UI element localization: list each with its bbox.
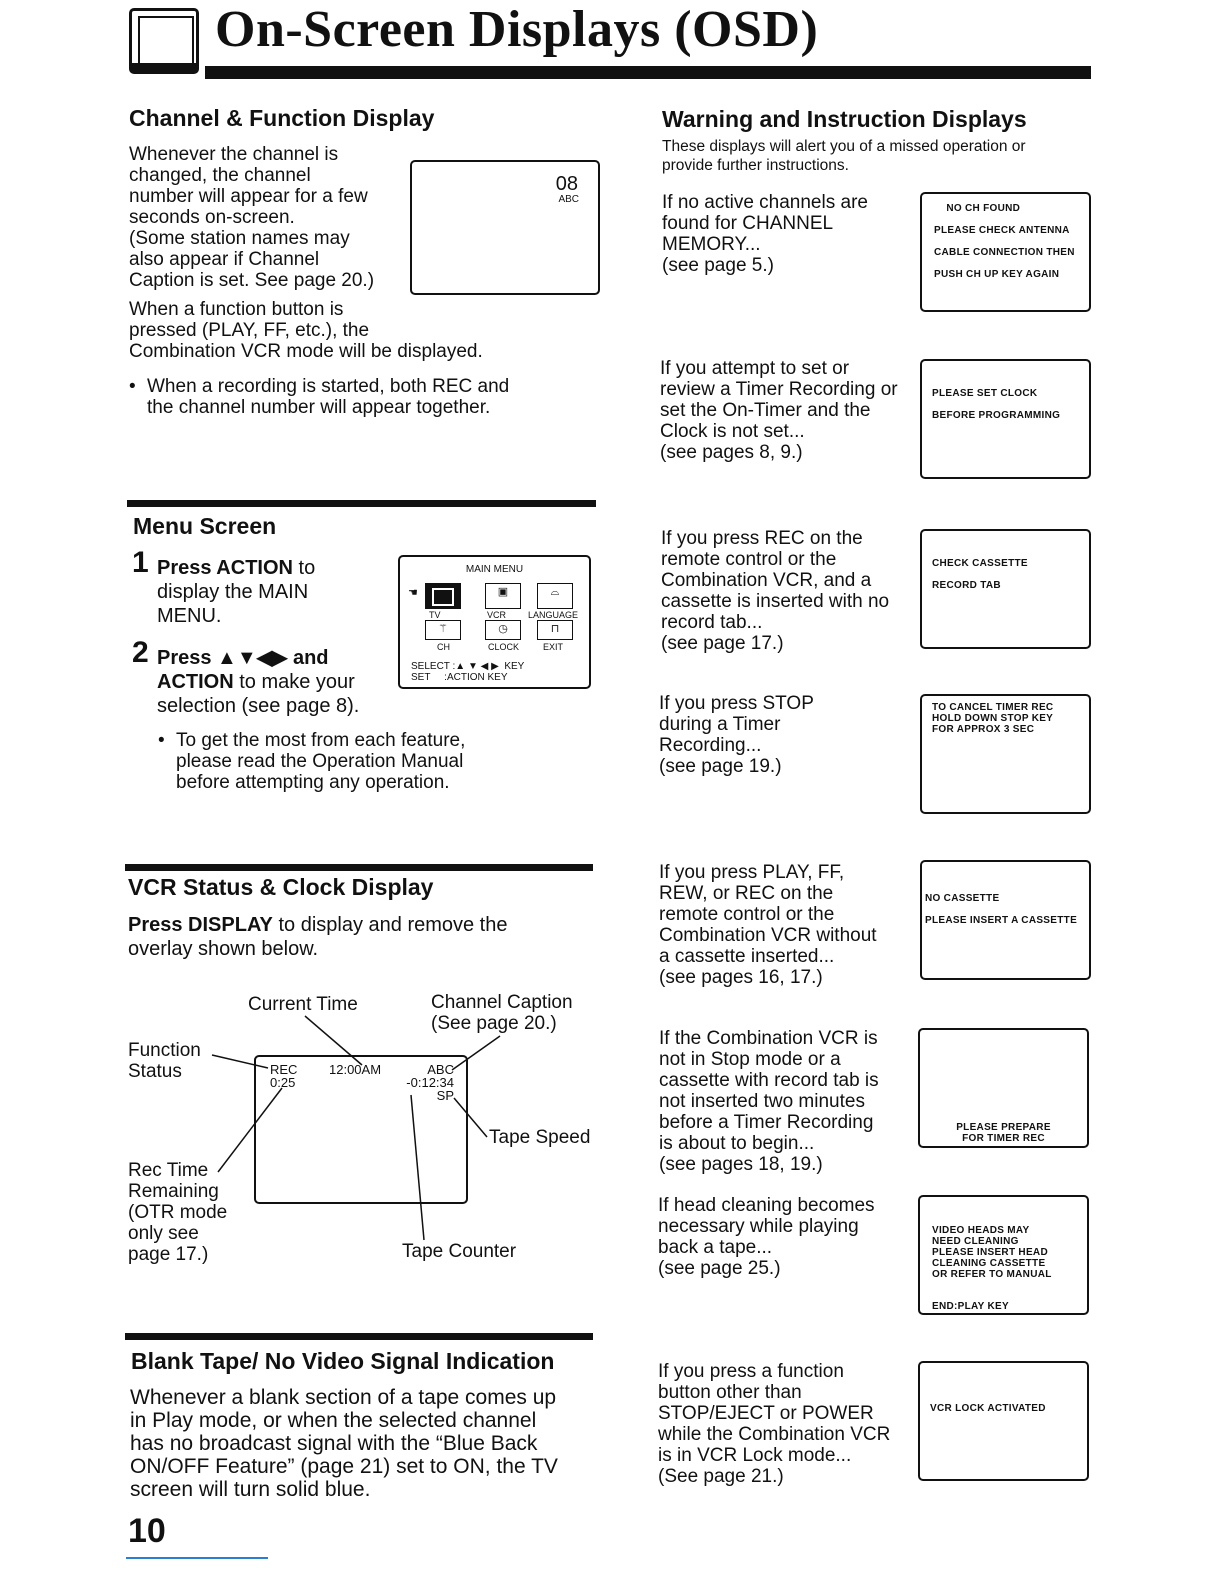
warning-text-2: If you attempt to set or review a Timer Recording or set the On-Timer and the Clock is not set... (see pages 8, 9.) bbox=[660, 358, 898, 463]
menu-screen-bullet: • To get the most from each feature, please read the Operation Manual before attempting any operation. bbox=[176, 730, 576, 793]
vcr-status-heading: VCR Status & Clock Display bbox=[128, 874, 434, 900]
label-channel-caption: Channel Caption (See page 20.) bbox=[431, 992, 573, 1034]
menu-label-exit: EXIT bbox=[543, 642, 564, 652]
osd-warning-5-text: NO CASSETTE PLEASE INSERT A CASSETTE bbox=[925, 893, 1078, 926]
osd-warning-2 bbox=[920, 359, 1091, 479]
osd-tape-speed: SP bbox=[436, 1088, 454, 1103]
clock-menu-icon[interactable]: ◷ bbox=[485, 620, 521, 640]
channel-function-bullet: • When a recording is started, both REC and the channel number will appear together. bbox=[147, 376, 587, 418]
step-2-number: 2 bbox=[132, 636, 149, 669]
step-2-line3: selection (see page 8). bbox=[157, 695, 360, 717]
cursor-icon: ☚ bbox=[408, 587, 418, 599]
osd-warning-7 bbox=[918, 1195, 1089, 1315]
channel-function-para2: When a function button is pressed (PLAY, FF, etc.), the Combination VCR mode will be displayed. bbox=[129, 299, 483, 362]
osd-warning-1 bbox=[920, 192, 1091, 312]
osd-warning-7-footer: END:PLAY KEY bbox=[932, 1301, 1009, 1312]
warning-text-8: If you press a function button other than STOP/EJECT or POWER while the Combination VCR is in VCR Lock mode... (See page 21.) bbox=[658, 1361, 891, 1487]
label-rec-time: Rec Time Remaining (OTR mode only see page 17.) bbox=[128, 1160, 228, 1265]
step-1-number: 1 bbox=[132, 546, 149, 579]
osd-channel-caption: ABC bbox=[558, 194, 579, 205]
ch-menu-icon[interactable]: ⚚ bbox=[425, 620, 461, 640]
warnings-intro: These displays will alert you of a missed operation or provide further instructions. bbox=[662, 138, 1026, 174]
osd-function-status: REC bbox=[270, 1062, 298, 1077]
osd-caption: ABC bbox=[427, 1062, 454, 1077]
label-tape-speed: Tape Speed bbox=[489, 1127, 591, 1148]
menu-label-tv: TV bbox=[429, 610, 441, 620]
warning-text-6: If the Combination VCR is not in Stop mode or a cassette with record tab is not inserted two minutes before a Timer Recording is about to begin... (see pages 18, 19.) bbox=[659, 1028, 879, 1175]
label-current-time: Current Time bbox=[248, 994, 358, 1015]
blank-tape-para: Whenever a blank section of a tape comes up in Play mode, or when the selected channel has no broadcast signal with the “Blue Back ON/OFF Feature” (page 21) set to ON, the TV screen will turn solid blue. bbox=[130, 1386, 558, 1501]
page-number: 10 bbox=[128, 1512, 166, 1550]
osd-clock: 12:00AM bbox=[329, 1062, 382, 1077]
section-rule bbox=[125, 1333, 593, 1340]
warning-text-5: If you press PLAY, FF, REW, or REC on the remote control or the Combination VCR without a cassette inserted... (see pages 16, 17.) bbox=[659, 862, 877, 988]
channel-function-para1: Whenever the channel is changed, the channel number will appear for a few seconds on-screen. (Some station names may also appear if Channel Caption is set. See page 20.) bbox=[129, 144, 375, 291]
osd-warning-3-text: CHECK CASSETTE RECORD TAB bbox=[932, 558, 1028, 591]
osd-warning-5 bbox=[920, 860, 1091, 980]
warnings-heading: Warning and Instruction Displays bbox=[662, 106, 1027, 132]
step-1-line1: Press ACTION to bbox=[157, 557, 316, 579]
warning-text-3: If you press REC on the remote control or the Combination VCR, and a cassette is inserted with no record tab... (see page 17.) bbox=[661, 528, 890, 654]
step-2-line2: ACTION to make your bbox=[157, 671, 355, 693]
osd-set-line: SET :ACTION KEY bbox=[411, 672, 508, 683]
menu-label-ch: CH bbox=[437, 642, 450, 652]
vcr-status-intro: Press DISPLAY to display and remove the overlay shown below. bbox=[128, 914, 508, 960]
language-menu-icon[interactable]: ⌓ bbox=[537, 583, 573, 609]
osd-select-line: SELECT :▲ ▼ ◀ ▶ KEY bbox=[411, 661, 525, 672]
blank-tape-heading: Blank Tape/ No Video Signal Indication bbox=[131, 1348, 555, 1374]
osd-warning-2-text: PLEASE SET CLOCK BEFORE PROGRAMMING bbox=[932, 388, 1061, 421]
menu-screen-heading: Menu Screen bbox=[133, 513, 277, 539]
label-tape-counter: Tape Counter bbox=[402, 1241, 517, 1262]
osd-main-menu-title: MAIN MENU bbox=[465, 564, 524, 575]
label-function-status: Function Status bbox=[128, 1040, 201, 1082]
menu-label-clock: CLOCK bbox=[488, 642, 520, 652]
osd-channel-number: 08 bbox=[555, 173, 578, 195]
osd-warning-8-text: VCR LOCK ACTIVATED bbox=[930, 1403, 1046, 1414]
vcr-menu-icon[interactable]: ▣ bbox=[485, 583, 521, 609]
osd-warning-4 bbox=[920, 694, 1091, 814]
osd-warning-8 bbox=[918, 1361, 1089, 1481]
warning-text-4: If you press STOP during a Timer Recording... (see page 19.) bbox=[659, 693, 814, 777]
osd-warning-6 bbox=[918, 1028, 1089, 1148]
osd-warning-1-text: NO CH FOUND PLEASE CHECK ANTENNA CABLE CONNECTION THEN PUSH CH UP KEY AGAIN bbox=[934, 203, 1075, 280]
warning-text-7: If head cleaning becomes necessary while playing back a tape... (see page 25.) bbox=[658, 1195, 875, 1279]
osd-warning-6-text: PLEASE PREPARE FOR TIMER REC bbox=[956, 1122, 1051, 1144]
menu-label-language: LANGUAGE bbox=[528, 610, 579, 620]
osd-tape-counter: -0:12:34 bbox=[406, 1075, 454, 1090]
exit-menu-icon[interactable]: ⊓ bbox=[537, 620, 573, 640]
osd-warning-3 bbox=[920, 529, 1091, 649]
channel-function-heading: Channel & Function Display bbox=[129, 105, 435, 131]
page-title: On-Screen Displays (OSD) bbox=[215, 1, 819, 58]
warning-text-1: If no active channels are found for CHANNEL MEMORY... (see page 5.) bbox=[662, 192, 868, 276]
menu-label-vcr: VCR bbox=[487, 610, 507, 620]
osd-warning-4-text: TO CANCEL TIMER REC HOLD DOWN STOP KEY FOR APPROX 3 SEC bbox=[932, 702, 1054, 735]
page-number-rule bbox=[126, 1557, 268, 1559]
osd-rec-time: 0:25 bbox=[270, 1075, 296, 1090]
step-1-line2: display the MAIN MENU. bbox=[157, 581, 309, 627]
osd-warning-7-text: VIDEO HEADS MAY NEED CLEANING PLEASE INSERT HEAD CLEANING CASSETTE OR REFER TO MANUAL bbox=[932, 1225, 1052, 1280]
step-2-line1: Press ▲▼◀▶ and bbox=[157, 647, 329, 669]
